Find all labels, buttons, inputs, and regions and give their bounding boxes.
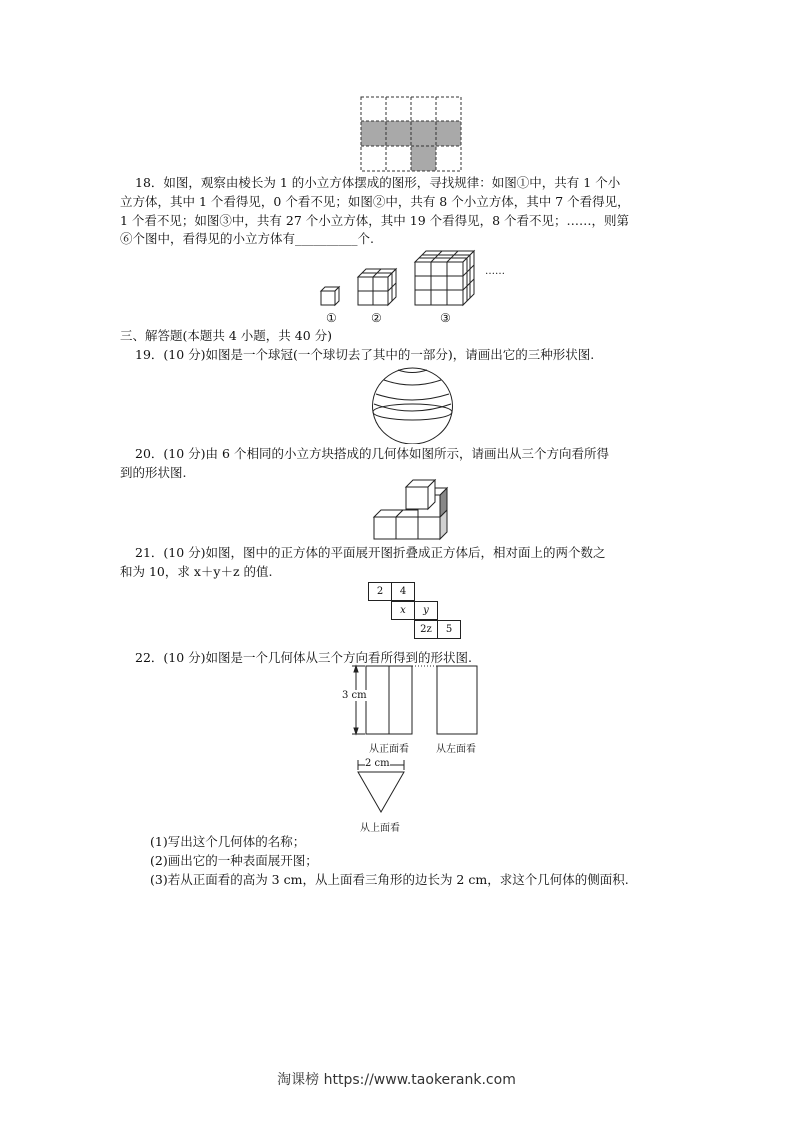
q19-text: 19．(10 分)如图是一个球冠(一个球切去了其中的一部分)，请画出它的三种形状图. <box>135 347 595 362</box>
net-cell: 5 <box>437 620 461 639</box>
q22-sub-1: (1)写出这个几何体的名称； <box>150 834 306 849</box>
left-view-label: 从左面看 <box>436 744 476 755</box>
q18-line-2: 立方体，其中 1 个看得见，0 个看不见；如图②中，共有 8 个小立方体，其中 7 个看得见， <box>120 194 630 209</box>
net-cell: x <box>391 601 415 620</box>
q18-line-4: ⑥个图中，看得见的小立方体有__________个. <box>120 231 374 246</box>
cube-net-figure <box>368 582 458 644</box>
ellipsis-label: …… <box>485 266 505 277</box>
sphere-cap-figure <box>368 364 458 444</box>
q20-line-1: 20．(10 分)由 6 个相同的小立方块搭成的几何体如图所示，请画出从三个方向看所得 <box>135 446 609 461</box>
fig-label-1: ① <box>326 311 337 325</box>
net-cell: y <box>414 601 438 620</box>
top-view-label: 从上面看 <box>360 823 400 834</box>
fig-label-3: ③ <box>440 311 451 325</box>
net-cell: 2 <box>368 582 392 601</box>
q22-sub-2: (2)画出它的一种表面展开图； <box>150 853 318 868</box>
q22-intro: 22．(10 分)如图是一个几何体从三个方向看所得到的形状图. <box>135 650 473 665</box>
footer-watermark: 淘课榜 https://www.taokerank.com <box>277 1072 516 1088</box>
q21-line-2: 和为 10，求 x＋y＋z 的值. <box>120 564 273 579</box>
dim-width-label: 2 cm <box>365 758 390 769</box>
q22-sub-3: (3)若从正面看的高为 3 cm，从上面看三角形的边长为 2 cm，求这个几何体的侧面积. <box>150 872 629 887</box>
net-cell: 2z <box>414 620 438 639</box>
cube-sequence-figure <box>318 244 488 308</box>
three-view-figure <box>340 662 490 742</box>
net-cell: 4 <box>391 582 415 601</box>
q18-line-3: 1 个看不见；如图③中，共有 27 个小立方体，其中 19 个看得见，8 个看不见；……，则第 <box>120 213 630 228</box>
stacked-cubes-figure <box>372 479 456 543</box>
section-heading: 三、解答题(本题共 4 小题，共 40 分) <box>120 328 333 343</box>
t-grid-figure <box>360 96 462 172</box>
front-view-label: 从正面看 <box>369 744 409 755</box>
dim-height-label: 3 cm <box>342 690 367 701</box>
q20-line-2: 到的形状图. <box>120 465 187 480</box>
q18-line-1: 18．如图，观察由棱长为 1 的小立方体摆成的图形，寻找规律：如图①中，共有 1 个小 <box>135 175 621 190</box>
fig-label-2: ② <box>371 311 382 325</box>
q21-line-1: 21．(10 分)如图，图中的正方体的平面展开图折叠成正方体后，相对面上的两个数之 <box>135 545 606 560</box>
